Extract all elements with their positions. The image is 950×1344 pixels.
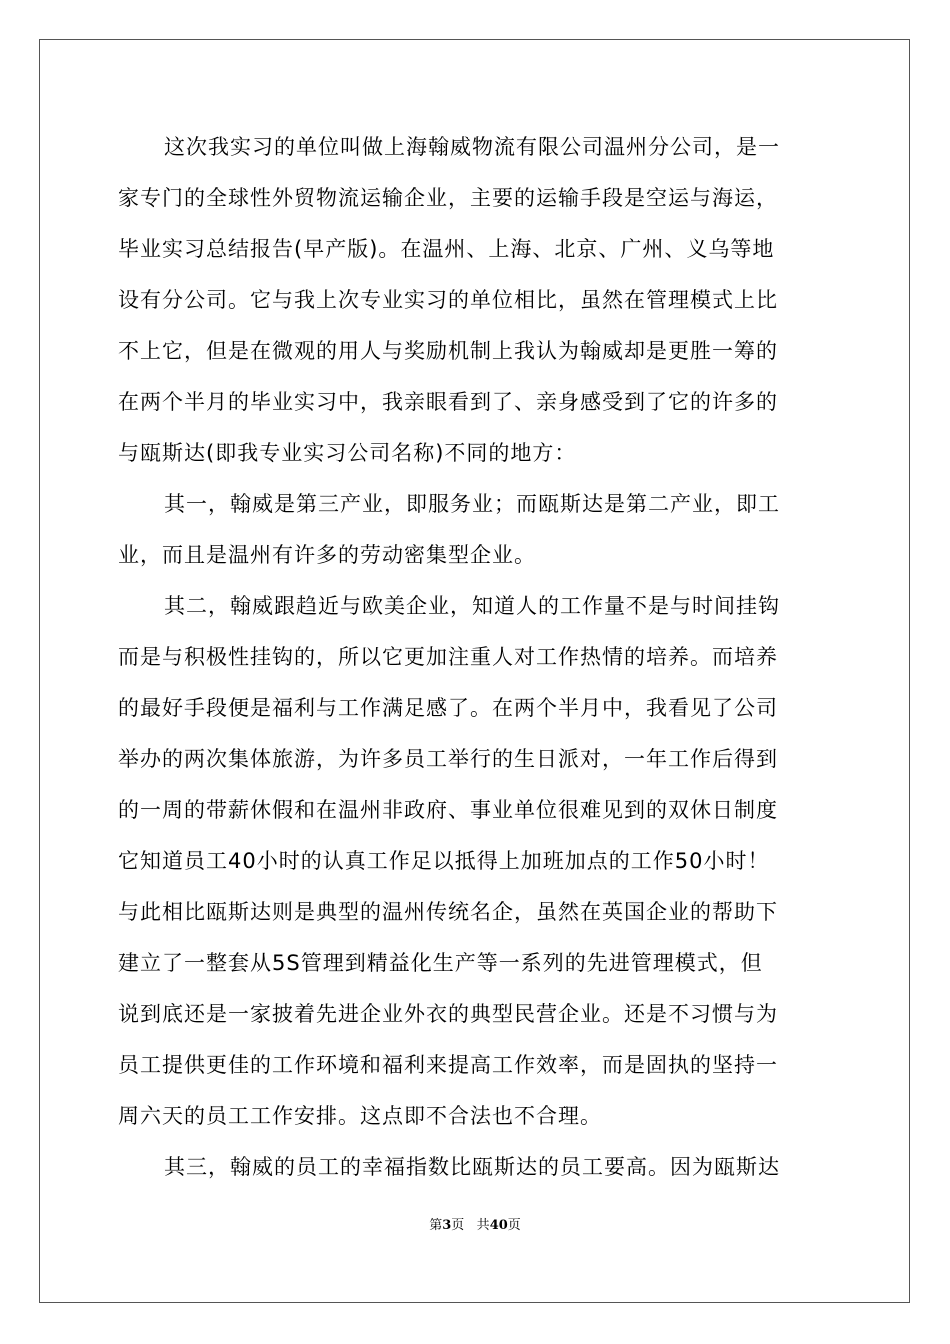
paragraph-line: 这次我实习的单位叫做上海翰威物流有限公司温州分公司，是一 <box>164 135 780 159</box>
paragraph-line: 举办的两次集体旅游，为许多员工举行的生日派对，一年工作后得到 <box>118 747 778 771</box>
paragraph-line: 不上它，但是在微观的用人与奖励机制上我认为翰威却是更胜一筹的 <box>118 339 778 363</box>
paragraph-line: 员工提供更佳的工作环境和福利来提高工作效率，而是固执的坚持一 <box>118 1053 778 1077</box>
paragraph-line: 与此相比瓯斯达则是典型的温州传统名企，虽然在英国企业的帮助下 <box>118 900 778 924</box>
paragraph-line: 而是与积极性挂钩的，所以它更加注重人对工作热情的培养。而培养 <box>118 645 778 669</box>
paragraph-line: 在两个半月的毕业实习中，我亲眼看到了、亲身感受到了它的许多的 <box>118 390 778 414</box>
paragraph-line: 业，而且是温州有许多的劳动密集型企业。 <box>118 543 536 567</box>
page-number: 3 <box>442 1218 452 1233</box>
paragraph-line: 家专门的全球性外贸物流运输企业，主要的运输手段是空运与海运， <box>118 186 778 210</box>
paragraph-line: 说到底还是一家披着先进企业外衣的典型民营企业。还是不习惯与为 <box>118 1002 778 1026</box>
paragraph-line: 与瓯斯达(即我专业实习公司名称)不同的地方： <box>118 441 577 465</box>
page-prefix: 第 <box>429 1218 443 1233</box>
paragraph-line: 建立了一整套从5S管理到精益化生产等一系列的先进管理模式，但 <box>118 951 763 975</box>
paragraph-line: 的一周的带薪休假和在温州非政府、事业单位很难见到的双休日制度 <box>118 798 778 822</box>
page-footer <box>0 1216 950 1236</box>
paragraph-line: 其三，翰威的员工的幸福指数比瓯斯达的员工要高。因为瓯斯达 <box>164 1155 780 1179</box>
page-total: 40 <box>489 1218 508 1233</box>
paragraph-line: 它知道员工40小时的认真工作足以抵得上加班加点的工作50小时！ <box>118 849 770 873</box>
paragraph-line: 其二，翰威跟趋近与欧美企业，知道人的工作量不是与时间挂钩 <box>164 594 780 618</box>
paragraph-line: 毕业实习总结报告(早产版)。在温州、上海、北京、广州、义乌等地 <box>118 237 775 261</box>
paragraph-line: 周六天的员工工作安排。这点即不合法也不合理。 <box>118 1104 602 1128</box>
total-suffix: 页 <box>507 1218 521 1233</box>
total-prefix: 共 <box>476 1218 490 1233</box>
paragraph-line: 设有分公司。它与我上次专业实习的单位相比，虽然在管理模式上比 <box>118 288 778 312</box>
page-suffix: 页 <box>451 1218 465 1233</box>
paragraph-line: 的最好手段便是福利与工作满足感了。在两个半月中，我看见了公司 <box>118 696 778 720</box>
paragraph-line: 其一，翰威是第三产业，即服务业；而瓯斯达是第二产业，即工 <box>164 492 780 516</box>
